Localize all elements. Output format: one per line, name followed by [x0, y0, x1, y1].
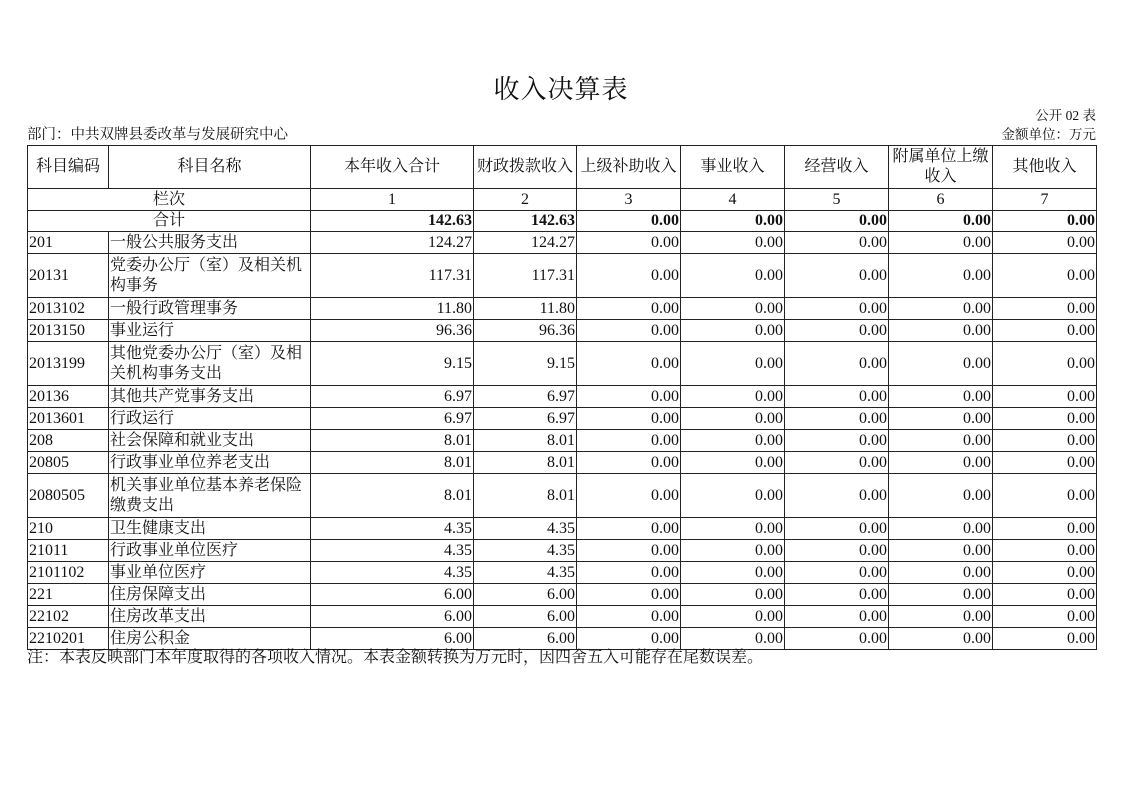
- total-income: 4.35: [311, 562, 474, 584]
- header-other-income: 其他收入: [993, 146, 1097, 189]
- table-row: [28, 408, 1097, 430]
- operating-income: 0.00: [785, 474, 889, 518]
- subject-code: 2013601: [28, 408, 109, 430]
- table-footnote: 注：本表反映部门本年度取得的各项收入情况。本表金额转换为万元时，因四舍五入可能存在尾数误差。: [27, 649, 764, 666]
- subject-name: 住房改革支出: [109, 606, 311, 628]
- superior-subsidy: 0.00: [577, 232, 681, 254]
- subject-code: 21011: [28, 540, 109, 562]
- operating-income: 0.00: [785, 518, 889, 540]
- affiliated-remittance: 0.00: [889, 320, 993, 342]
- subject-name: 其他共产党事务支出: [109, 386, 311, 408]
- operating-income: 0.00: [785, 386, 889, 408]
- superior-subsidy: 0.00: [577, 452, 681, 474]
- other-income: 0.00: [993, 562, 1097, 584]
- total-income: 142.63: [311, 211, 474, 232]
- subject-name: 其他党委办公厅（室）及相关机构事务支出: [109, 342, 311, 386]
- fiscal-appropriation: 124.27: [474, 232, 577, 254]
- total-income: 11.80: [311, 298, 474, 320]
- header-subject-code: 科目编码: [28, 146, 109, 189]
- superior-subsidy: 0.00: [577, 518, 681, 540]
- superior-subsidy: 0.00: [577, 606, 681, 628]
- total-income: 117.31: [311, 254, 474, 298]
- fiscal-appropriation: 11.80: [474, 298, 577, 320]
- fiscal-appropriation: 4.35: [474, 562, 577, 584]
- other-income: 0.00: [993, 518, 1097, 540]
- business-income: 0.00: [681, 232, 785, 254]
- fiscal-appropriation: 117.31: [474, 254, 577, 298]
- affiliated-remittance: 0.00: [889, 430, 993, 452]
- other-income: 0.00: [993, 452, 1097, 474]
- business-income: 0.00: [681, 584, 785, 606]
- table-row: [28, 232, 1097, 254]
- other-income: 0.00: [993, 298, 1097, 320]
- table-row: [28, 320, 1097, 342]
- superior-subsidy: 0.00: [577, 408, 681, 430]
- column-index-number: 5: [785, 189, 889, 211]
- affiliated-remittance: 0.00: [889, 474, 993, 518]
- subject-code: 20805: [28, 452, 109, 474]
- subject-name: 党委办公厅（室）及相关机构事务: [109, 254, 311, 298]
- subject-name: 事业运行: [109, 320, 311, 342]
- table-row: [28, 606, 1097, 628]
- fiscal-appropriation: 142.63: [474, 211, 577, 232]
- affiliated-remittance: 0.00: [889, 408, 993, 430]
- column-index-number: 4: [681, 189, 785, 211]
- other-income: 0.00: [993, 474, 1097, 518]
- superior-subsidy: 0.00: [577, 628, 681, 650]
- business-income: 0.00: [681, 320, 785, 342]
- table-row: [28, 518, 1097, 540]
- other-income: 0.00: [993, 254, 1097, 298]
- superior-subsidy: 0.00: [577, 540, 681, 562]
- other-income: 0.00: [993, 342, 1097, 386]
- superior-subsidy: 0.00: [577, 298, 681, 320]
- column-index-number: 6: [889, 189, 993, 211]
- subject-name: 住房保障支出: [109, 584, 311, 606]
- table-row: [28, 452, 1097, 474]
- business-income: 0.00: [681, 298, 785, 320]
- fiscal-appropriation: 4.35: [474, 540, 577, 562]
- fiscal-appropriation: 6.97: [474, 386, 577, 408]
- total-income: 4.35: [311, 518, 474, 540]
- superior-subsidy: 0.00: [577, 386, 681, 408]
- affiliated-remittance: 0.00: [889, 540, 993, 562]
- business-income: 0.00: [681, 562, 785, 584]
- operating-income: 0.00: [785, 342, 889, 386]
- income-final-account-table: [27, 145, 1097, 650]
- subject-code: 2101102: [28, 562, 109, 584]
- business-income: 0.00: [681, 408, 785, 430]
- amount-unit-label: 金额单位：万元: [1001, 127, 1096, 142]
- business-income: 0.00: [681, 628, 785, 650]
- other-income: 0.00: [993, 211, 1097, 232]
- affiliated-remittance: 0.00: [889, 211, 993, 232]
- other-income: 0.00: [993, 584, 1097, 606]
- affiliated-remittance: 0.00: [889, 254, 993, 298]
- other-income: 0.00: [993, 320, 1097, 342]
- subject-name: 一般行政管理事务: [109, 298, 311, 320]
- superior-subsidy: 0.00: [577, 474, 681, 518]
- total-income: 6.97: [311, 408, 474, 430]
- fiscal-appropriation: 8.01: [474, 474, 577, 518]
- superior-subsidy: 0.00: [577, 342, 681, 386]
- fiscal-appropriation: 8.01: [474, 452, 577, 474]
- subject-code: 20136: [28, 386, 109, 408]
- table-row: [28, 628, 1097, 650]
- subject-code: 2013102: [28, 298, 109, 320]
- total-label: 合计: [28, 211, 311, 232]
- subject-name: 事业单位医疗: [109, 562, 311, 584]
- operating-income: 0.00: [785, 298, 889, 320]
- table-row: [28, 386, 1097, 408]
- fiscal-appropriation: 6.97: [474, 408, 577, 430]
- business-income: 0.00: [681, 211, 785, 232]
- column-index-row: [28, 189, 1097, 211]
- subject-code: 208: [28, 430, 109, 452]
- table-row: [28, 562, 1097, 584]
- business-income: 0.00: [681, 474, 785, 518]
- affiliated-remittance: 0.00: [889, 562, 993, 584]
- total-income: 124.27: [311, 232, 474, 254]
- table-header-row: [28, 146, 1097, 189]
- affiliated-remittance: 0.00: [889, 232, 993, 254]
- business-income: 0.00: [681, 518, 785, 540]
- total-income: 6.00: [311, 606, 474, 628]
- superior-subsidy: 0.00: [577, 584, 681, 606]
- subject-code: 2210201: [28, 628, 109, 650]
- table-row: [28, 298, 1097, 320]
- affiliated-remittance: 0.00: [889, 298, 993, 320]
- form-number: 公开 02 表: [1035, 108, 1096, 123]
- business-income: 0.00: [681, 452, 785, 474]
- fiscal-appropriation: 8.01: [474, 430, 577, 452]
- operating-income: 0.00: [785, 320, 889, 342]
- other-income: 0.00: [993, 430, 1097, 452]
- total-income: 6.00: [311, 584, 474, 606]
- total-row: [28, 211, 1097, 232]
- operating-income: 0.00: [785, 628, 889, 650]
- subject-name: 行政事业单位养老支出: [109, 452, 311, 474]
- operating-income: 0.00: [785, 232, 889, 254]
- superior-subsidy: 0.00: [577, 562, 681, 584]
- operating-income: 0.00: [785, 408, 889, 430]
- table-row: [28, 342, 1097, 386]
- column-index-number: 1: [311, 189, 474, 211]
- operating-income: 0.00: [785, 211, 889, 232]
- subject-name: 行政事业单位医疗: [109, 540, 311, 562]
- table-row: [28, 254, 1097, 298]
- operating-income: 0.00: [785, 430, 889, 452]
- subject-code: 221: [28, 584, 109, 606]
- operating-income: 0.00: [785, 254, 889, 298]
- other-income: 0.00: [993, 606, 1097, 628]
- header-superior-subsidy: 上级补助收入: [577, 146, 681, 189]
- table-row: [28, 474, 1097, 518]
- total-income: 8.01: [311, 474, 474, 518]
- total-income: 9.15: [311, 342, 474, 386]
- subject-name: 行政运行: [109, 408, 311, 430]
- column-index-number: 3: [577, 189, 681, 211]
- fiscal-appropriation: 9.15: [474, 342, 577, 386]
- header-subject-name: 科目名称: [109, 146, 311, 189]
- subject-code: 2013150: [28, 320, 109, 342]
- operating-income: 0.00: [785, 584, 889, 606]
- business-income: 0.00: [681, 342, 785, 386]
- fiscal-appropriation: 96.36: [474, 320, 577, 342]
- affiliated-remittance: 0.00: [889, 628, 993, 650]
- total-income: 6.00: [311, 628, 474, 650]
- subject-code: 2080505: [28, 474, 109, 518]
- header-fiscal-appropriation: 财政拨款收入: [474, 146, 577, 189]
- total-income: 6.97: [311, 386, 474, 408]
- affiliated-remittance: 0.00: [889, 584, 993, 606]
- operating-income: 0.00: [785, 562, 889, 584]
- column-index-number: 7: [993, 189, 1097, 211]
- department-label: 部门：中共双牌县委改革与发展研究中心: [27, 127, 288, 143]
- fiscal-appropriation: 6.00: [474, 606, 577, 628]
- other-income: 0.00: [993, 232, 1097, 254]
- total-income: 8.01: [311, 430, 474, 452]
- column-index-number: 2: [474, 189, 577, 211]
- other-income: 0.00: [993, 628, 1097, 650]
- affiliated-remittance: 0.00: [889, 342, 993, 386]
- header-total-income: 本年收入合计: [311, 146, 474, 189]
- column-index-label: 栏次: [28, 189, 311, 211]
- business-income: 0.00: [681, 386, 785, 408]
- table-row: [28, 540, 1097, 562]
- subject-code: 2013199: [28, 342, 109, 386]
- affiliated-remittance: 0.00: [889, 518, 993, 540]
- subject-name: 一般公共服务支出: [109, 232, 311, 254]
- fiscal-appropriation: 6.00: [474, 584, 577, 606]
- other-income: 0.00: [993, 540, 1097, 562]
- fiscal-appropriation: 6.00: [474, 628, 577, 650]
- table-row: [28, 584, 1097, 606]
- subject-name: 社会保障和就业支出: [109, 430, 311, 452]
- superior-subsidy: 0.00: [577, 254, 681, 298]
- header-operating-income: 经营收入: [785, 146, 889, 189]
- business-income: 0.00: [681, 430, 785, 452]
- header-business-income: 事业收入: [681, 146, 785, 189]
- subject-code: 210: [28, 518, 109, 540]
- subject-name: 卫生健康支出: [109, 518, 311, 540]
- superior-subsidy: 0.00: [577, 320, 681, 342]
- total-income: 96.36: [311, 320, 474, 342]
- business-income: 0.00: [681, 606, 785, 628]
- header-affiliated-remittance: 附属单位上缴收入: [889, 146, 993, 189]
- total-income: 4.35: [311, 540, 474, 562]
- other-income: 0.00: [993, 386, 1097, 408]
- business-income: 0.00: [681, 254, 785, 298]
- operating-income: 0.00: [785, 606, 889, 628]
- superior-subsidy: 0.00: [577, 211, 681, 232]
- affiliated-remittance: 0.00: [889, 606, 993, 628]
- fiscal-appropriation: 4.35: [474, 518, 577, 540]
- page-title: 收入决算表: [493, 75, 629, 104]
- subject-code: 22102: [28, 606, 109, 628]
- operating-income: 0.00: [785, 540, 889, 562]
- affiliated-remittance: 0.00: [889, 452, 993, 474]
- total-income: 8.01: [311, 452, 474, 474]
- table-row: [28, 430, 1097, 452]
- other-income: 0.00: [993, 408, 1097, 430]
- superior-subsidy: 0.00: [577, 430, 681, 452]
- subject-name: 机关事业单位基本养老保险缴费支出: [109, 474, 311, 518]
- subject-code: 20131: [28, 254, 109, 298]
- business-income: 0.00: [681, 540, 785, 562]
- affiliated-remittance: 0.00: [889, 386, 993, 408]
- operating-income: 0.00: [785, 452, 889, 474]
- subject-code: 201: [28, 232, 109, 254]
- subject-name: 住房公积金: [109, 628, 311, 650]
